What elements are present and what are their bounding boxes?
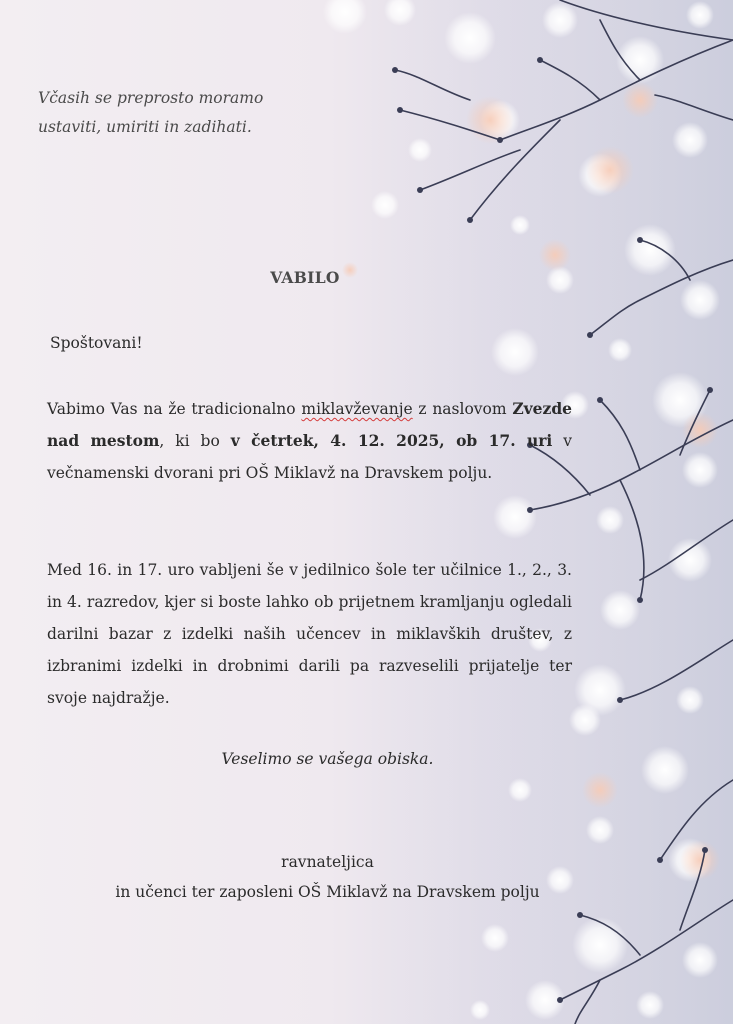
closing-line: Veselimo se vašega obiska.: [221, 750, 434, 768]
invitation-title: VABILO: [270, 268, 340, 287]
opening-quote: [38, 84, 298, 142]
p1-text-5: v večnamenski dvorani pri OŠ Miklavž na Dravskem polju.: [47, 432, 572, 482]
signature: [0, 847, 655, 907]
paragraph-event-details: [47, 393, 572, 489]
greeting: Spoštovani!: [50, 334, 143, 352]
event-name: Zvezde nad mestom: [47, 399, 573, 450]
p1-spellcheck-word: miklavževanje: [301, 400, 413, 418]
signature-line-2: in učenci ter zaposleni OŠ Miklavž na Dravskem polju: [115, 883, 540, 901]
quote-line-2: ustaviti, umiriti in zadihati.: [38, 118, 252, 136]
quote-line-1: Včasih se preprosto moramo: [38, 89, 264, 107]
paragraph-bazaar: Med 16. in 17. uro vabljeni še v jedilnico šole ter učilnice 1., 2., 3. in 4. razredov, kjer si boste lahko ob prijetnem kramljanju ogledali darilni bazar z izdelki naših učencev in miklavških društev, z izbranimi izdelki in drobnimi darili pa razveselili prijatelje ter svoje najdražje.: [47, 561, 572, 707]
p1-text-3: z naslovom: [412, 400, 513, 418]
p1-text-4: , ki bo: [159, 432, 231, 450]
p1-text-1: Vabimo Vas na že tradicionalno: [47, 400, 302, 418]
event-date-time: v četrtek, 4. 12. 2025, ob 17. uri: [230, 431, 553, 450]
signature-line-1: ravnateljica: [281, 853, 374, 871]
